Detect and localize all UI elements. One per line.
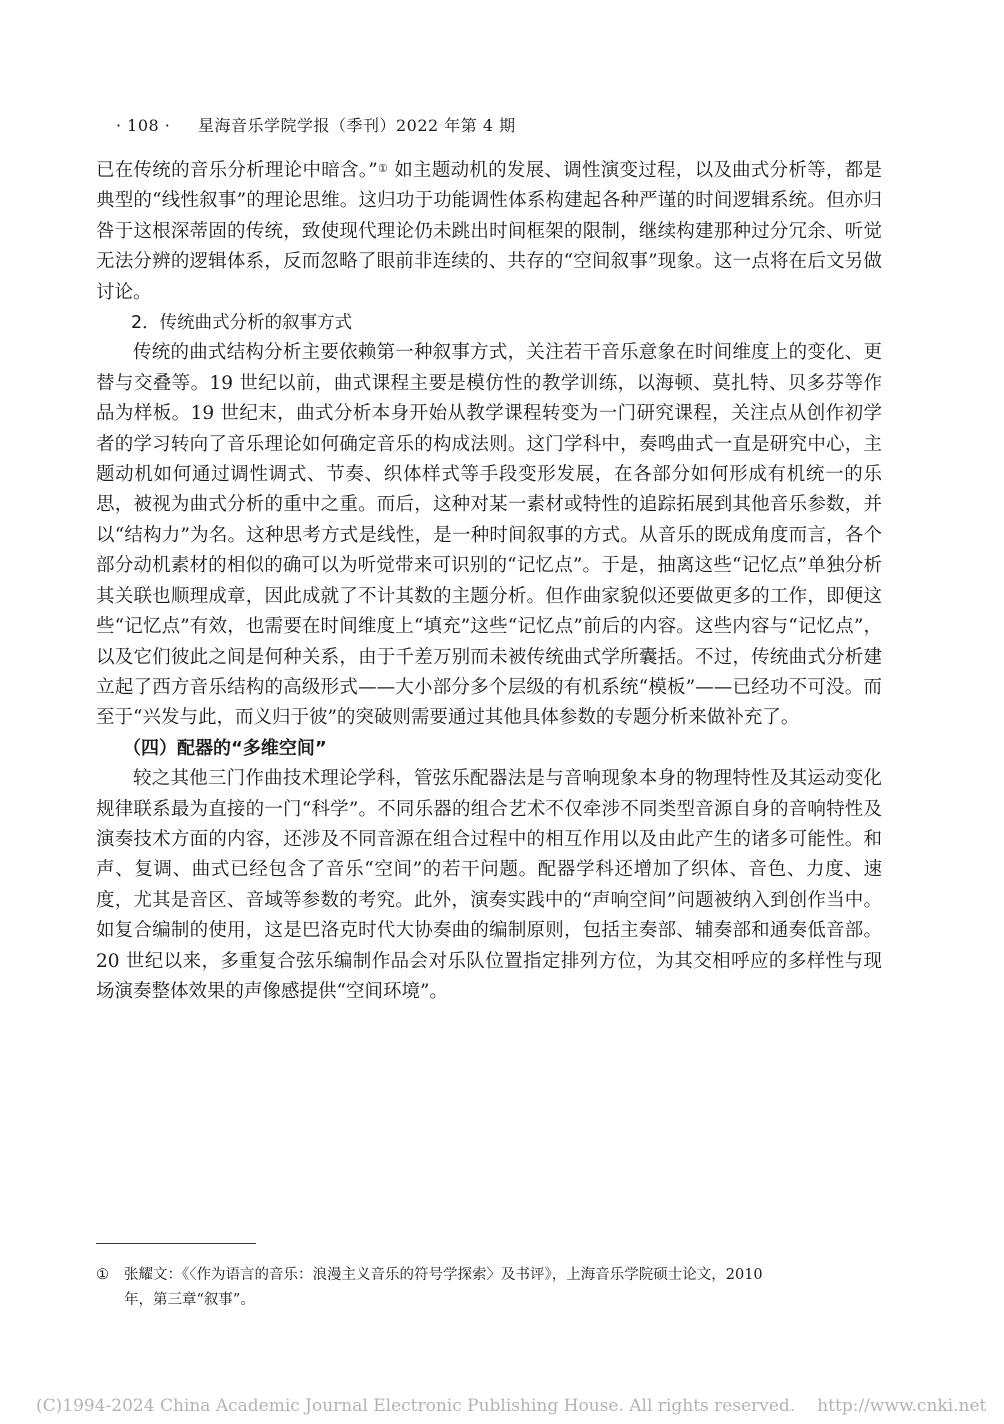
footnote-divider xyxy=(96,1243,256,1244)
copyright-watermark xyxy=(36,1396,986,1416)
paragraph: 传统的曲式结构分析主要依赖第一种叙事方式，关注若干音乐意象在时间维度上的变化、更替与交叠等。19 世纪以前，曲式课程主要是模仿性的教学训练，以海顿、莫扎特、贝多芬等作品为样板。19 世纪末，曲式分析本身开始从教学课程转变为一门研究课程，关注点从创作初学者的学习转向了音乐理论如何确定音乐的构成法则。这门学科中，奏鸣曲式一直是研究中心，主题动机如何通过调性调式、节奏、织体样式等手段变形发展，在各部分如何形成有机统一的乐思，被视为曲式分析的重中之重。而后，这种对某一素材或特性的追踪拓展到其他音乐参数，并以“结构力”为名。这种思考方式是线性，是一种时间叙事的方式。从音乐的既成角度而言，各个部分动机素材的相似的确可以为听觉带来可识别的“记忆点”。于是，抽离这些“记忆点”单独分析其关联也顺理成章，因此成就了不计其数的主题分析。但作曲家貌似还要做更多的工作，即便这些“记忆点”有效，也需要在时间维度上“填充”这些“记忆点”前后的内容。这些内容与“记忆点”，以及它们彼此之间是何种关系，由于千差万别而未被传统曲式学所囊括。不过，传统曲式分析建立起了西方音乐结构的高级形式——大小部分多个层级的有机系统“模板”——已经功不可没。而至于“兴发与此，而义归于彼”的突破则需要通过其他具体参数的专题分析来做补充了。 xyxy=(96,342,882,729)
page-number: · 108 · xyxy=(116,116,171,135)
paragraph-text: 已在传统的音乐分析理论中暗含。” xyxy=(96,160,378,181)
footnote xyxy=(96,1263,882,1313)
section-heading: （四）配器的“多维空间” xyxy=(123,737,327,759)
paragraph: 较之其他三门作曲技术理论学科，管弦乐配器法是与音响现象本身的物理特性及其运动变化规律联系最为直接的一门“科学”。不同乐器的组合艺术不仅牵涉不同类型音源自身的音响特性及演奏技术方面的内容，还涉及不同音源在组合过程中的相互作用以及由此产生的诸多可能性。和声、复调、曲式已经包含了音乐“空间”的若干问题。配器学科还增加了织体、音色、力度、速度，尤其是音区、音域等参数的考究。此外，演奏实践中的“声响空间”问题被纳入到创作当中。如复合编制的使用，这是巴洛克时代大协奏曲的编制原则，包括主奏部、辅奏部和通奏低音部。20 世纪以来，多重复合弦乐编制作品会对乐队位置指定排列方位，为其交相呼应的多样性与现场演奏整体效果的声像感提供“空间环境”。 xyxy=(96,768,882,1002)
article-body xyxy=(96,156,882,1007)
paragraph-text: 如主题动机的发展、调性演变过程，以及曲式分析等，都是典型的“线性叙事”的理论思维。这归功于功能调性体系构建起各种严谨的时间逻辑系统。但亦归咎于这根深蒂固的传统，致使现代理论仍未跳出时间框架的限制，继续构建那种过分冗余、听觉无法分辨的逻辑体系，反而忽略了眼前非连续的、共存的“空间叙事”现象。这一点将在后文另做讨论。 xyxy=(96,160,882,303)
footnote-text-continued: 年，第三章“叙事”。 xyxy=(124,1292,255,1308)
copyright-text: (C)1994-2024 China Academic Journal Electronic Publishing House. All rights reserved. xyxy=(36,1396,796,1416)
footnote-reference[interactable]: ① xyxy=(377,162,389,175)
subsection-heading: 2．传统曲式分析的叙事方式 xyxy=(131,313,353,334)
journal-title: 星海音乐学院学报（季刊）2022 年第 4 期 xyxy=(197,116,516,135)
footnote-mark: ① xyxy=(96,1267,109,1283)
paragraph-continued xyxy=(96,156,882,308)
footnote-line xyxy=(96,1263,882,1288)
running-header xyxy=(116,113,516,136)
cnki-url: http://www.cnki.net xyxy=(817,1396,987,1416)
footnote-text: 张耀文：《〈作为语言的音乐：浪漫主义音乐的符号学探索〉及书评》，上海音乐学院硕士论文，2010 xyxy=(124,1267,763,1283)
